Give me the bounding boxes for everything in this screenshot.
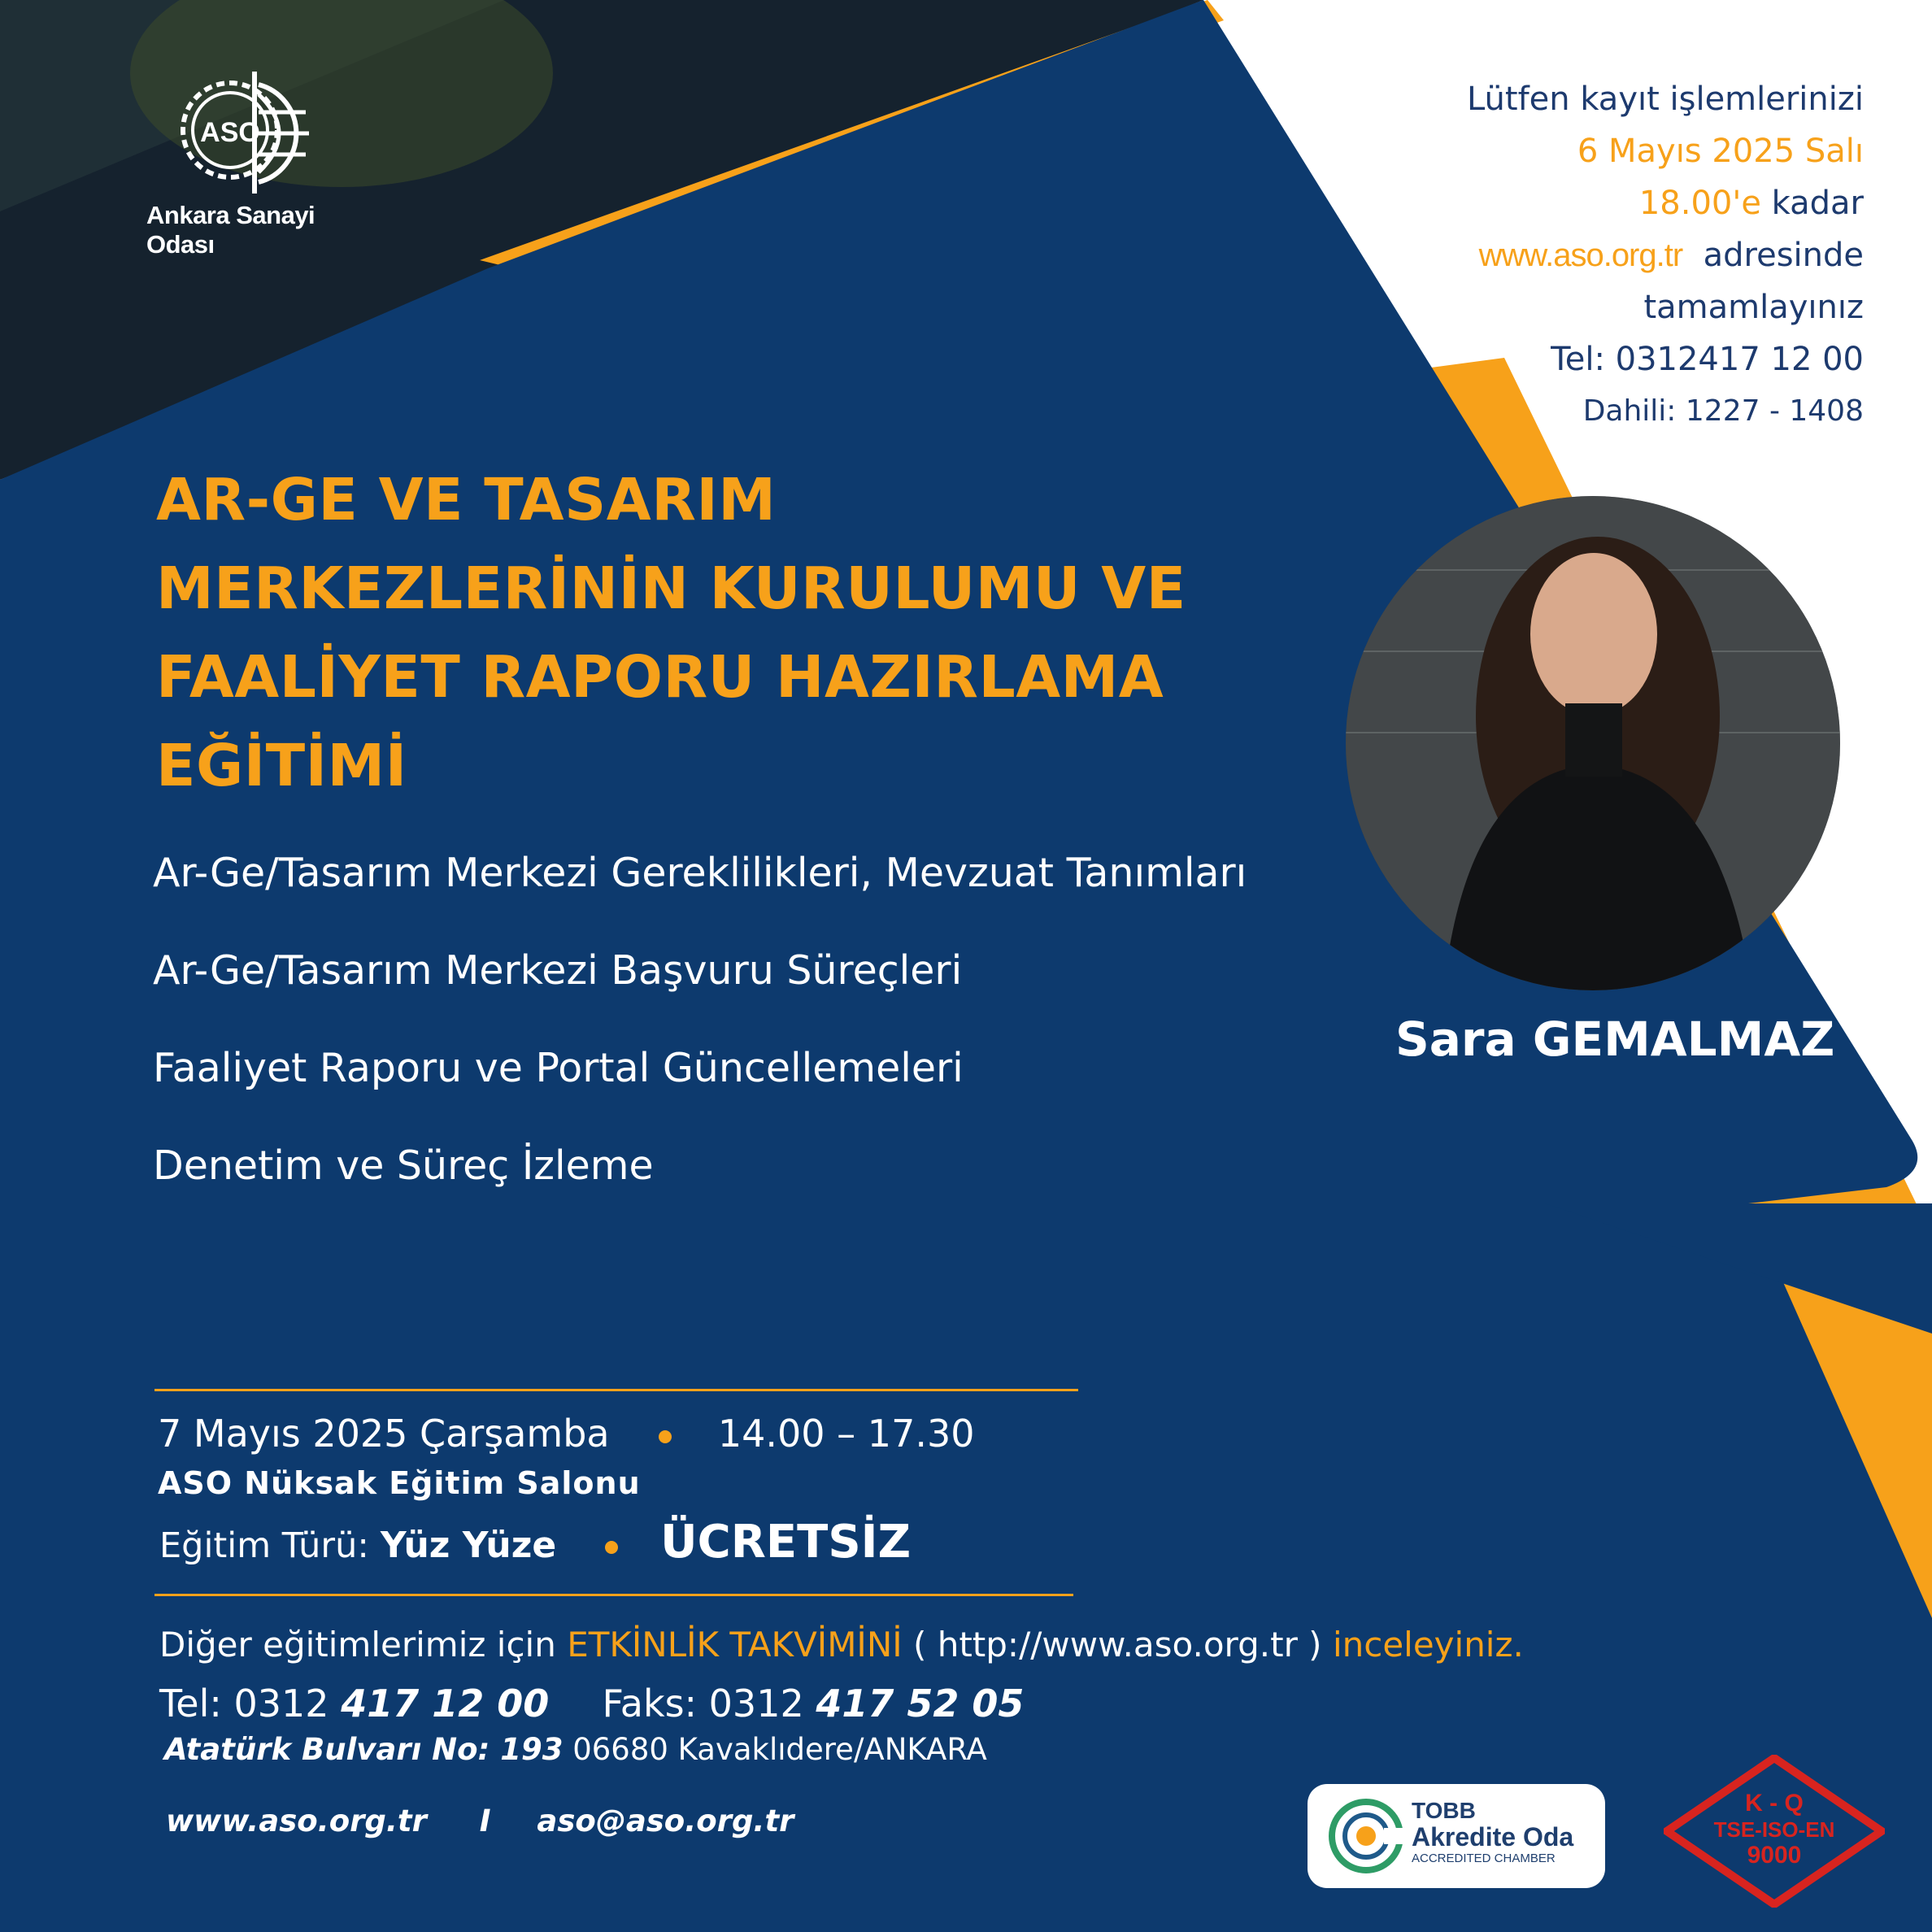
- tobb-subtitle: Akredite Oda: [1412, 1822, 1574, 1852]
- calendar-link[interactable]: ETKİNLİK TAKVİMİNİ: [567, 1625, 903, 1664]
- footer-separator: I: [479, 1804, 491, 1838]
- bullet-dot: [659, 1430, 672, 1443]
- tel-label: Tel: 0312: [159, 1682, 329, 1725]
- event-title: [156, 455, 1254, 810]
- contact-line: [159, 1682, 1024, 1725]
- footer-email-link[interactable]: aso@aso.org.tr: [537, 1804, 794, 1838]
- title-line: FAALİYET RAPORU HAZIRLAMA: [156, 643, 1164, 711]
- bullet-dot: [605, 1541, 618, 1554]
- event-type-row: [159, 1516, 911, 1569]
- topic-item: Ar-Ge/Tasarım Merkezi Başvuru Süreçleri: [153, 947, 963, 994]
- tobb-logo-icon: [1327, 1797, 1405, 1875]
- title-line: MERKEZLERİNİN KURULUMU VE: [156, 555, 1186, 622]
- divider-bottom: [154, 1594, 1073, 1596]
- tse-standard: TSE-ISO-EN: [1713, 1817, 1835, 1842]
- tobb-accreditation-badge: [1308, 1784, 1605, 1888]
- tobb-accredited: ACCREDITED CHAMBER: [1412, 1852, 1556, 1865]
- address-line: [164, 1732, 987, 1767]
- tse-iso-badge: [1664, 1755, 1885, 1908]
- event-datetime: [158, 1412, 975, 1456]
- other-prefix: Diğer eğitimlerimiz için: [159, 1625, 556, 1664]
- event-type-label: Eğitim Türü:: [159, 1525, 369, 1566]
- registration-block: [1295, 73, 1864, 437]
- tobb-title: TOBB: [1412, 1798, 1476, 1823]
- registration-line1: Lütfen kayıt işlemlerinizi: [1466, 80, 1864, 118]
- title-line: EĞİTİMİ: [156, 732, 407, 799]
- web-email-line: [166, 1804, 794, 1838]
- address-street: Atatürk Bulvarı No: 193: [164, 1732, 564, 1767]
- speaker-portrait: [1346, 496, 1840, 990]
- event-venue: ASO Nüksak Eğitim Salonu: [158, 1465, 641, 1501]
- review-text: inceleyiniz.: [1332, 1625, 1524, 1664]
- tse-kq: K - Q: [1745, 1790, 1804, 1817]
- topic-item: Faaliyet Raporu ve Portal Güncellemeleri: [153, 1045, 964, 1091]
- aso-logo: [177, 63, 324, 202]
- event-date: 7 Mayıs 2025 Çarşamba: [158, 1412, 610, 1456]
- aso-globe-gear-icon: [177, 63, 324, 202]
- title-line: AR-GE VE TASARIM: [156, 466, 777, 533]
- registration-ext: Dahili: 1227 - 1408: [1582, 394, 1864, 428]
- footer-website-link[interactable]: www.aso.org.tr: [166, 1804, 427, 1838]
- address-city: 06680 Kavaklıdere/ANKARA: [572, 1732, 987, 1767]
- aso-logo-caption: Ankara Sanayi Odası: [146, 201, 315, 259]
- calendar-url[interactable]: ( http://www.aso.org.tr ): [912, 1625, 1322, 1664]
- speaker-photo: [1346, 496, 1840, 990]
- event-time: 14.00 – 17.30: [717, 1412, 975, 1456]
- registration-website-suffix: adresinde: [1703, 237, 1864, 274]
- speaker-name: Sara GEMALMAZ: [1395, 1012, 1835, 1067]
- registration-tel: Tel: 0312417 12 00: [1551, 341, 1864, 378]
- registration-deadline-time: 18.00'e: [1638, 185, 1761, 222]
- registration-deadline-date: 6 Mayıs 2025 Salı: [1577, 133, 1864, 170]
- event-type-value: Yüz Yüze: [380, 1525, 557, 1566]
- divider-top: [154, 1389, 1078, 1391]
- other-trainings-line: [159, 1625, 1524, 1664]
- aso-logo-initials: ASO: [200, 117, 260, 148]
- topic-item: Ar-Ge/Tasarım Merkezi Gereklilikleri, Mevzuat Tanımları: [153, 850, 1247, 896]
- topic-item: Denetim ve Süreç İzleme: [153, 1142, 654, 1189]
- tel-number: 417 12 00: [341, 1682, 550, 1725]
- event-price: ÜCRETSİZ: [660, 1516, 912, 1569]
- fax-label: Faks: 0312: [602, 1682, 804, 1725]
- fax-number: 417 52 05: [816, 1682, 1025, 1725]
- tse-number: 9000: [1747, 1842, 1802, 1869]
- registration-line5: tamamlayınız: [1643, 289, 1864, 326]
- registration-deadline-suffix: kadar: [1771, 185, 1864, 222]
- registration-website-link[interactable]: www.aso.org.tr: [1478, 237, 1683, 273]
